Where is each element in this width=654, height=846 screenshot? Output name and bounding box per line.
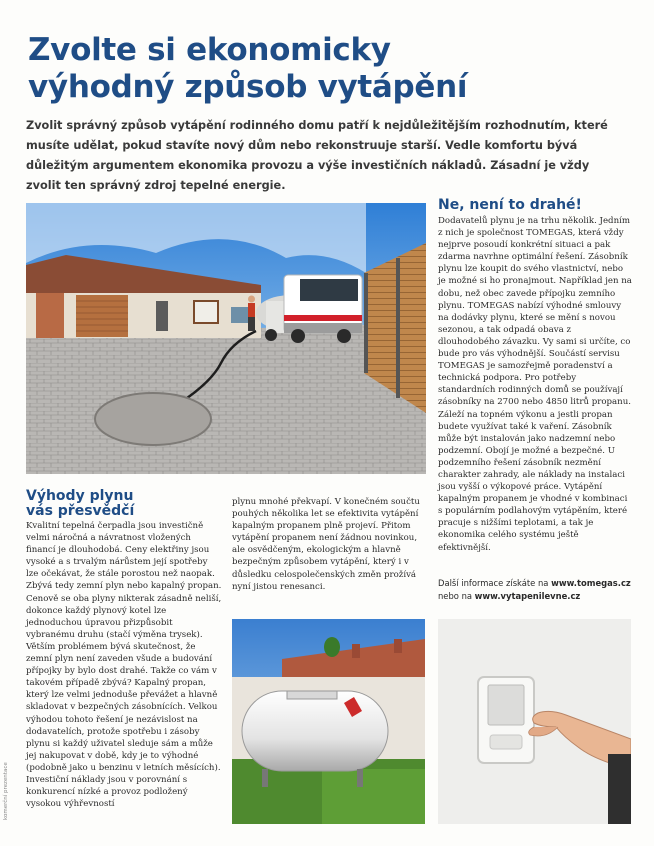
headline [28, 32, 628, 106]
body-column-2: plynu mnohé překvapí. V konečném součtu pouhých několika let se efektivita vytápění kapalným propanem plně projeví. Přitom vytápění propanem není žádnou novinkou, ale osvědčeným, ekologickým a hlavně bezpečným způsobem vytápění, který i v důsledku celospolečenských změn prožívá nyní jistou renesanci. [232, 497, 420, 592]
link-vytapenilevne[interactable]: www.vytapenilevne.cz [474, 591, 581, 601]
section-heading-line-2: vás přesvědčí [26, 503, 135, 519]
intro-paragraph: Zvolit správný způsob vytápění rodinného domu patří k nejdůležitějším rozhodnutím, které musíte udělat, pokud stavíte nový dům nebo rekonstruuje starší. Vedle komfortu bývá důležitým argumentem ekonomika provozu a výše investičních nákladů. Zásadní je vždy zvolit ten správný zdroj tepelné energie. [26, 119, 608, 192]
link-tomegas[interactable]: www.tomegas.cz [551, 578, 631, 588]
side-label-text: komerční prezentace [3, 762, 9, 820]
more-info-prefix: Další informace získáte na [438, 578, 552, 588]
thermostat-photo [438, 619, 631, 824]
body-column-3: Dodavatelů plynu je na trhu několik. Jedním z nich je společnost TOMEGAS, která vždy nejprve posoudí konkrétní situaci a pak zdarma navrhne optimální řešení. Zásobník plynu lze koupit do svého vlastnictví, nebo je možné si ho pronajmout. Například jen na dobu, než obec zavede přípojku zemního plynu. TOMEGAS nabízí výhodné smlouvy na dodávky plynu, které se mění s novou sezonou, a tak odpadá obava z dlouhodobého závazku. Vy sami si určíte, co bude pro vás výhodnější. Součástí servisu TOMEGAS je samozřejmě poradenství a technická podpora. Pro potřeby standardních rodinných domů se používají zásobníky na 2700 nebo 4850 litrů propanu. Záleží na topném výkonu a jestli propan budete využívat také k vaření. Zásobník může být instalován jako nadzemní nebo podzemní. Obojí je možné a bezpečné. U podzemního řešení zásobník nezmění charakter zahrady, ale náklady na instalaci jsou vyšší o výkopové práce. Vytápění kapalným propanem je vhodné v kombinaci s populárním podlahovým vytápěním, které pracuje s nižšími teplotami, a tak je ekonomika celého systému ještě efektivnější. [438, 216, 632, 553]
more-info-note [438, 577, 638, 603]
section-heading-line-1: Výhody plynu [26, 488, 134, 504]
more-info-middle: nebo na [438, 591, 475, 601]
propane-tank-illustration [232, 619, 425, 824]
body-column-1: Kvalitní tepelná čerpadla jsou investičně velmi náročná a návratnost vložených financí je dlouhodobá. Ceny elektřiny jsou vysoké a s trvalým nárůstem její spotřeby lze očekávat, že stále porostou než naopak. Zbývá tedy zemní plyn nebo kapalný propan. Cenově se oba plyny nikterak zásadně neliší, dokonce každý plynový kotel lze jednoduchou úpravou přizpůsobit vybranému druhu (stačí výměna trysek). Větším problémem bývá skutečnost, že zemní plyn není zaveden všude a budování přípojky by bylo dost drahé. Takže co vám v takovém případě zbývá? Kapalný propan, který lze velmi jednoduše převážet a hlavně skladovat v bezpečných zásobnících. Velkou výhodou tohoto řešení je nezávislost na dodavatelích, protože spotřebu i zásoby plynu si každý uživatel sleduje sám a může jej nakupovat v době, kdy je to výhodné (podobně jako u benzinu v letních měsících). Investiční náklady jsou v porovnání s konkurencí nízké a provoz podložený vysokou výhřevností [26, 521, 222, 810]
section-heading-not-expensive: Ne, není to drahé! [438, 197, 582, 213]
thermostat-illustration [438, 619, 631, 824]
headline-line-1: Zvolte si ekonomicky [28, 32, 391, 68]
advertorial-side-label [3, 750, 15, 830]
headline-line-2: výhodný způsob vytápění [28, 69, 468, 105]
house-truck-illustration [26, 203, 426, 474]
section-heading-gas-benefits [26, 489, 226, 519]
propane-tank-photo [232, 619, 425, 824]
main-photo [26, 203, 426, 474]
